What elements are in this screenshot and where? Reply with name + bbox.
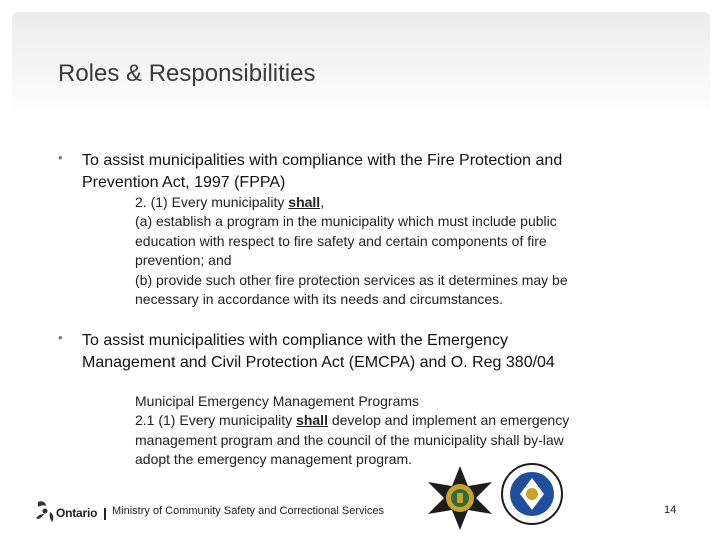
bullet-dot: • — [58, 150, 63, 165]
bullet-1 — [58, 150, 658, 194]
sub-line: prevention; and — [135, 252, 232, 269]
fire-marshal-cross-badge-icon — [424, 462, 496, 534]
bullet-2-line-1: To assist municipalities with compliance with the Emergency — [82, 332, 508, 349]
bullet-2-subtext — [135, 392, 655, 470]
sub-line-text: develop and implement an emergency — [327, 412, 570, 429]
bullet-dot: • — [58, 330, 63, 345]
bullet-1-text — [82, 150, 658, 194]
sub-line: (a) establish a program in the municipality which must include public — [135, 213, 557, 230]
sub-line-text: 2. (1) Every municipality — [135, 194, 289, 210]
page-number: 14 — [664, 504, 677, 516]
bullet-1-subtext — [135, 193, 655, 309]
sub-line: (b) provide such other fire protection services as it determines may be — [135, 271, 568, 288]
sub-line: Municipal Emergency Management Programs — [135, 393, 420, 409]
sub-line: education with respect to fire safety and certain components of fire — [135, 232, 547, 249]
emphasis-shall: shall — [288, 194, 321, 210]
slide-title: Roles & Responsibilities — [58, 60, 316, 87]
bullet-1-line-2: Prevention Act, 1997 (FPPA) — [82, 174, 286, 191]
sub-line: adopt the emergency management program. — [135, 451, 413, 468]
bullet-2 — [58, 330, 658, 374]
sub-line-text: 2.1 (1) Every municipality — [135, 412, 297, 429]
ministry-name: Ministry of Community Safety and Correctional Services — [112, 505, 385, 517]
ontario-wordmark: Ontario — [56, 506, 98, 520]
footer-divider — [104, 508, 106, 520]
bullet-1-line-1: To assist municipalities with compliance with the Fire Protection and — [82, 152, 563, 169]
footer — [0, 488, 720, 540]
emphasis-shall: shall — [296, 412, 328, 429]
sub-line: management program and the council of the municipality shall by-law — [135, 431, 564, 448]
sub-line — [135, 411, 655, 430]
bullet-2-line-2: Management and Civil Protection Act (EMCPA) and O. Reg 380/04 — [82, 354, 555, 371]
sub-line — [135, 193, 655, 212]
bullet-2-text — [82, 330, 658, 374]
sub-line: necessary in accordance with its needs and circumstances. — [135, 291, 504, 308]
emergency-management-crest-icon — [500, 462, 564, 526]
sub-line-text: , — [320, 194, 325, 210]
